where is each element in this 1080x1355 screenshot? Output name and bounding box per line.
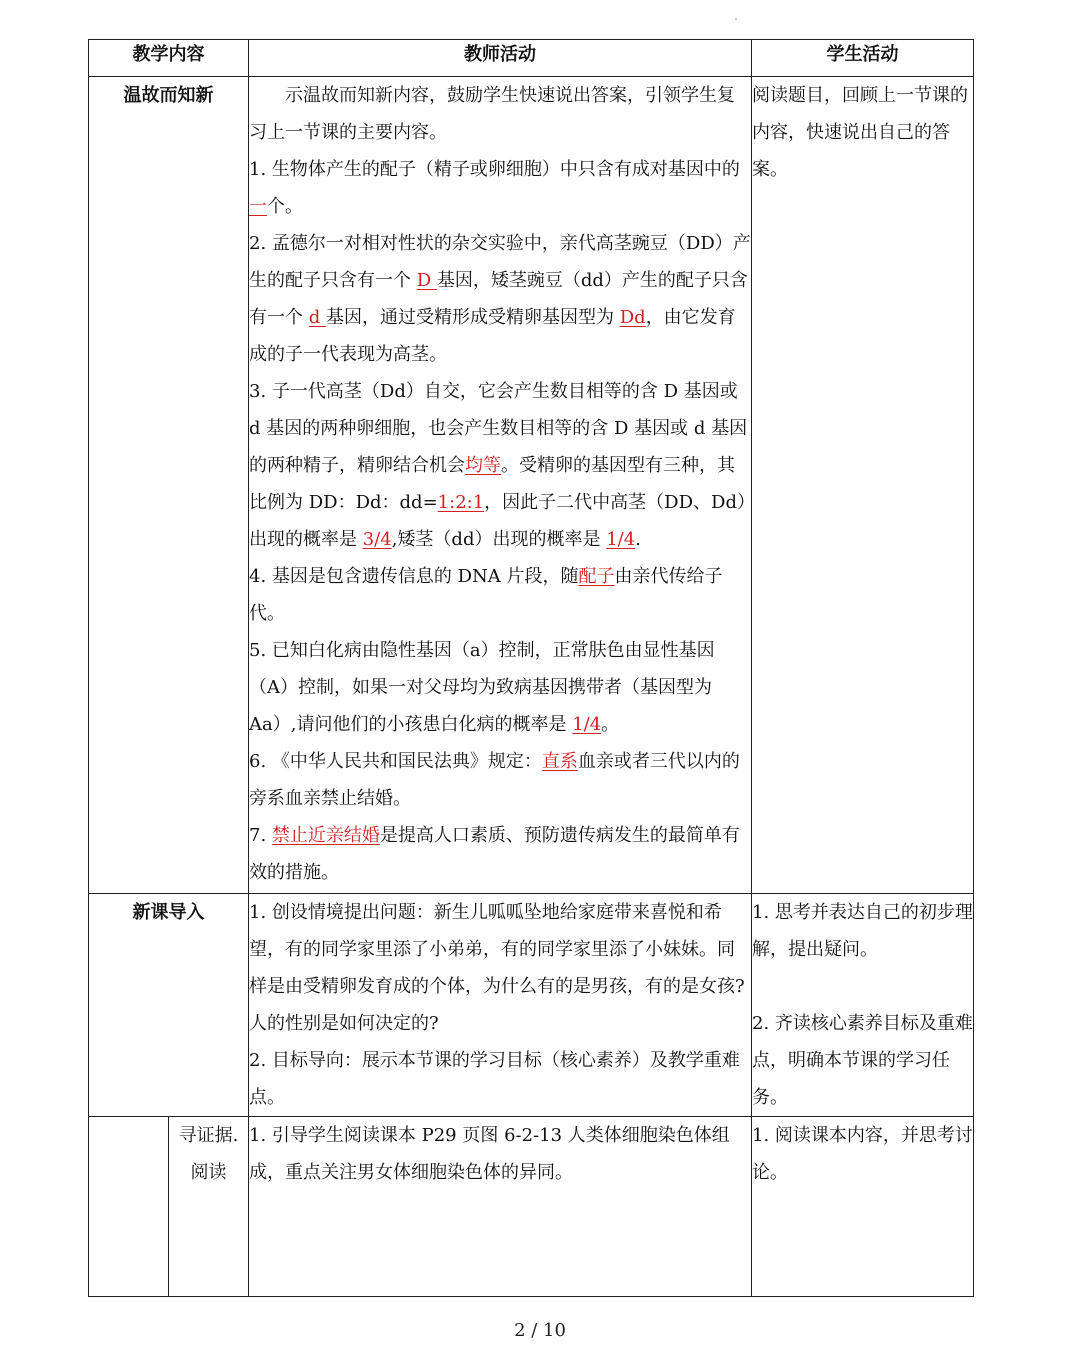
answer: 1/4	[606, 529, 636, 550]
answer: D	[416, 270, 437, 291]
review-q5: 5. 已知白化病由隐性基因（a）控制，正常肤色由显性基因（A）控制，如果一对父母均为致病基因携带者（基因型为 Aa）,请问他们的小孩患白化病的概率是 1/4。	[249, 640, 715, 735]
newlesson-s1: 1. 思考并表达自己的初步理解，提出疑问。	[752, 902, 973, 960]
spacer	[752, 968, 973, 1005]
answer: Dd	[619, 307, 646, 328]
newlesson-t1: 1. 创设情境提出问题：新生儿呱呱坠地给家庭带来喜悦和希望，有的同学家里添了小弟弟，有的同学家里添了小妹妹。同样是由受精卵发育成的个体，为什么有的是男孩，有的是女孩?人的性别是如何决定的?	[249, 902, 745, 1034]
table-header-row	[89, 40, 974, 77]
review-q3: 3. 子一代高茎（Dd）自交，它会产生数目相等的含 D 基因或 d 基因的两种卵细胞，也会产生数目相等的含 D 基因或 d 基因的两种精子，精卵结合机会均等。受精卵的基因型有三种，其比例为 DD：Dd：dd=1:2:1，因此子二代中高茎（DD、Dd）出现的概率是 3/4,矮茎（dd）出现的概率是 1/4.	[249, 381, 748, 550]
answer: d	[308, 307, 326, 328]
newlesson-student-cell	[752, 894, 974, 1117]
evidence-t1: 1. 引导学生阅读课本 P29 页图 6-2-13 人类体细胞染色体组成，重点关注男女体细胞染色体的异同。	[249, 1125, 730, 1183]
evidence-empty-cell	[89, 1117, 169, 1297]
review-q4: 4. 基因是包含遗传信息的 DNA 片段，随配子由亲代传给子代。	[249, 566, 723, 624]
newlesson-row	[89, 894, 974, 1117]
header-student: 学生活动	[752, 40, 974, 77]
evidence-teacher-cell	[249, 1117, 752, 1297]
review-q7: 7. 禁止近亲结婚是提高人口素质、预防遗传病发生的最简单有效的措施。	[249, 825, 740, 883]
page-number: 2 / 10	[514, 1320, 566, 1341]
answer: 配子	[578, 566, 615, 587]
review-student-cell	[752, 77, 974, 894]
newlesson-s2: 2. 齐读核心素养目标及重难点，明确本节课的学习任务。	[752, 1013, 973, 1108]
newlesson-teacher-cell	[249, 894, 752, 1117]
review-q6: 6. 《中华人民共和国民法典》规定：直系血亲或者三代以内的旁系血亲禁止结婚。	[249, 751, 740, 809]
page-mark	[735, 18, 737, 20]
lesson-plan-table	[88, 39, 974, 1297]
review-title: 温故而知新	[89, 77, 249, 894]
evidence-title: 寻证据. 阅读	[169, 1117, 249, 1297]
review-student-text: 阅读题目，回顾上一节课的内容，快速说出自己的答案。	[752, 85, 968, 180]
evidence-row	[89, 1117, 974, 1297]
review-teacher-cell	[249, 77, 752, 894]
header-teacher: 教师活动	[249, 40, 752, 77]
header-content: 教学内容	[89, 40, 249, 77]
answer: 均等	[465, 455, 501, 476]
answer: 一	[249, 196, 267, 217]
review-intro: 示温故而知新内容，鼓励学生快速说出答案，引领学生复习上一节课的主要内容。	[249, 85, 735, 143]
review-q2: 2. 孟德尔一对相对性状的杂交实验中，亲代高茎豌豆（DD）产生的配子只含有一个 D 基因，矮茎豌豆（dd）产生的配子只含有一个 d 基因，通过受精形成受精卵基因型为 Dd，由它发育成的子一代表现为高茎。	[249, 233, 751, 365]
answer: 1:2:1	[437, 492, 485, 513]
newlesson-title: 新课导入	[89, 894, 249, 1117]
newlesson-t2: 2. 目标导向：展示本节课的学习目标（核心素养）及教学重难点。	[249, 1050, 740, 1108]
answer: 1/4	[572, 714, 602, 735]
review-row	[89, 77, 974, 894]
evidence-student-cell	[752, 1117, 974, 1297]
review-q1: 1. 生物体产生的配子（精子或卵细胞）中只含有成对基因中的一个。	[249, 159, 740, 217]
answer: 3/4	[362, 529, 392, 550]
answer: 直系	[541, 751, 578, 772]
evidence-s1: 1. 阅读课本内容，并思考讨论。	[752, 1125, 973, 1183]
answer: 禁止近亲结婚	[271, 825, 380, 846]
